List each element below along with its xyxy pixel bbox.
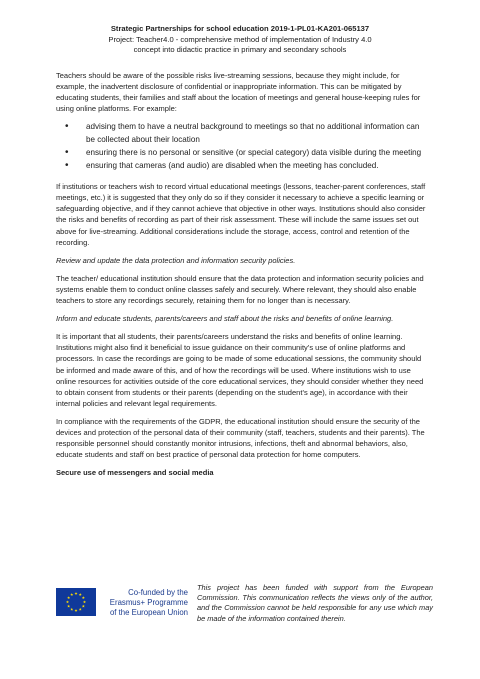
bullet-text: ensuring that cameras (and audio) are disabled when the meeting has concluded. — [86, 160, 379, 170]
bullet-item — [56, 121, 426, 145]
document-footer — [56, 583, 436, 633]
importance-paragraph: It is important that all students, their parents/careers understand the risks and benefits of online learning. Institutions might also find it beneficial to issue guidance on their community’s use of online platforms and processors. In case the recordings are going to be made of some educational sessions, the community should be informed and made aware of this, and of how the recordings will be used. Where institutions wish to use online resources for activities outside of the core educational services, they should consider whether they need to obtain consent from students or their parents (depending on the student’s age), in accordance with their internal policies and relevant legal requirements. — [56, 332, 424, 408]
eu-line-1: Co-funded by the — [128, 588, 188, 597]
gdpr-paragraph: In compliance with the requirements of the GDPR, the educational institution should ensure the security of the devices and protection of the personal data of their community (staff, teachers, students and their parents). The responsible personnel should constantly monitor intrusions, infections, theft and abnormal behaviors, also, educate students and staff on best practice of personal data protection for home computers. — [56, 416, 425, 460]
eu-star-icon — [83, 600, 86, 603]
eu-star-icon — [67, 605, 70, 608]
recording-paragraph: If institutions or teachers wish to record virtual educational meetings (lessons, teacher-parent conferences, staff meetings, etc.) it is suggested that they only do so if they consider it necessary to achieve a specific learning or safeguarding objective, and if they cannot achieve that objective in other ways. Institutions should also consider the risks and benefits of recording as part of their risk assessment. These will include the same issues set out above for live-streaming. Additional considerations include the storage, access, control and retention of the recording. — [56, 182, 426, 247]
bullet-text: ensuring there is no personal or sensitive (or special category) data visible during the meeting — [86, 147, 422, 157]
secure-heading: Secure use of messengers and social media — [56, 468, 214, 478]
review-heading: Review and update the data protection and information security policies. — [56, 255, 296, 265]
bullet-item — [56, 147, 426, 159]
eu-line-3: of the European Union — [109, 608, 188, 617]
eu-star-icon — [74, 609, 77, 612]
eu-star-icon — [82, 605, 85, 608]
eu-cofunded-text — [102, 588, 188, 618]
eu-star-icon — [82, 596, 85, 599]
header-project-line-2: concept into didactic practice in primary and secondary schools — [133, 45, 347, 54]
header-project-line-1: Project: Teacher4.0 - comprehensive method of implementation of Industry 4.0 — [108, 34, 372, 44]
disclaimer-text: This project has been funded with support from the European Commission. This communication reflects the views only of the author, and the Commission cannot be held responsible for any use which may be made of the information contained therein. — [197, 583, 433, 623]
inform-heading: Inform and educate students, parents/careers and staff about the risks and benefits of online learning. — [56, 314, 394, 324]
bullet-text: advising them to have a neutral background to meetings so that no additional information can be collected about their location — [86, 122, 420, 144]
eu-star-icon — [70, 593, 73, 596]
eu-flag-icon — [56, 588, 96, 616]
eu-star-icon — [70, 608, 73, 611]
policies-paragraph: The teacher/ educational institution should ensure that the data protection and information security policies and systems enable them to conduct online classes safely and securely. Where relevant, they should also enable teachers to store any recordings securely, retaining them for no longer than is necessary. — [56, 273, 424, 306]
document-header — [0, 24, 480, 56]
eu-star-icon — [67, 596, 70, 599]
bullet-list — [56, 121, 426, 172]
eu-star-icon — [79, 593, 82, 596]
bullet-item — [56, 160, 426, 172]
eu-flag-stars — [56, 588, 96, 616]
bullet-dot-icon: • — [65, 159, 69, 171]
eu-star-icon — [74, 592, 77, 595]
header-title: Strategic Partnerships for school education 2019-1-PL01-KA201-065137 — [110, 24, 370, 33]
bullet-dot-icon: • — [65, 146, 69, 158]
intro-paragraph: Teachers should be aware of the possible risks live-streaming sessions, because they might include, for example, the inadvertent disclosure of confidential or inappropriate information. This can be mitigated by educating students, their families and staff about the location of meetings and general house-keeping rules for using online platforms. For example: — [56, 71, 421, 114]
bullet-dot-icon: • — [65, 121, 69, 133]
eu-star-icon — [66, 600, 69, 603]
eu-line-2: Erasmus+ Programme — [109, 598, 188, 607]
eu-star-icon — [79, 608, 82, 611]
document-body — [56, 70, 426, 485]
